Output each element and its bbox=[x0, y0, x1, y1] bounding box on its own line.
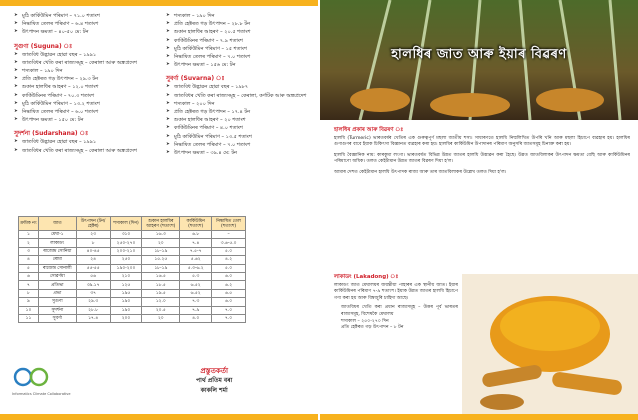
table-cell: ৫.৬২ bbox=[180, 256, 212, 264]
top-accent-bar bbox=[0, 0, 318, 6]
table-cell: ৫৫-৫৫ bbox=[76, 264, 110, 272]
list-item: ➤ নিষ্কাষিত তেলৰ পৰিমাণ – ৭.০ শতাংশ bbox=[166, 141, 311, 149]
table-cell: ৬.৫২ bbox=[180, 281, 212, 289]
table-cell: ৯ bbox=[19, 298, 39, 306]
suvarna-heading: সুবৰ্ণা (Suvarna) ঃ bbox=[166, 75, 225, 83]
left-panel bbox=[0, 0, 318, 420]
right-panel bbox=[320, 0, 638, 420]
lakadong-section bbox=[334, 274, 458, 332]
intro-paragraph: হালধি বৈজ্ঞানিক নাম: কাৰকুমা লংগা। ভাৰতবৰ্ষত বিভিন্ন উন্নত জাতৰ হালধি উদ্ভাৱন কৰা হৈছে। উন্নত জাতবিলাকৰ উৎপাদন ক্ষমতা বেছি আৰু কাৰ্কিউমিনৰ পৰিমাণো অধিক। তলত কেইটামান উন্নত জাতৰ বিৱৰণ দিয়া হ'ল। bbox=[334, 152, 630, 165]
suguna-heading: সুগুণা (Suguna) ঃ bbox=[14, 42, 73, 50]
prepared-by-heading: প্ৰস্তুতকৰ্তা bbox=[200, 367, 229, 375]
list-item: ➤ জাতবিধৰ খেতি কৰা ৰাজ্যসমূহ – কেৰালা আৰু অন্ধ্ৰপ্ৰদেশ bbox=[14, 147, 159, 155]
list-item: ➤ নিষ্কাষিত তেলৰ পৰিমাণ – ৭.০ শতাংশ bbox=[166, 53, 311, 61]
table-row bbox=[19, 239, 246, 247]
sudarshana-heading: সুদৰ্শনা (Sudarshana) ঃ bbox=[14, 130, 89, 138]
table-cell: ১৯০-২০০ bbox=[110, 264, 142, 272]
table-row bbox=[19, 281, 246, 289]
icco-logo bbox=[12, 366, 132, 406]
table-cell: ১৬.৫ bbox=[142, 272, 180, 280]
left-column-2 bbox=[166, 12, 311, 157]
table-cell: ৫.৩-৬.২ bbox=[180, 264, 212, 272]
table-cell: ১৯৫ bbox=[110, 289, 142, 297]
hero-title: হালধিৰ জাত আৰু ইয়াৰ বিৱৰণ bbox=[391, 47, 567, 62]
table-cell: ১২.০ bbox=[142, 298, 180, 306]
lakadong-text: লাকাডং জাত মেঘালয়ৰ জয়ন্তীয়া পাহাৰৰ এক স্থানীয় জাত। ইয়াৰ কাৰ্কিউমিনৰ পৰিমাণ ৭-৯ শতাংশ। ইয়াক উন্নত জাতৰ হালধি হিচাপে গণ্য কৰা হয় আৰু বিশ্বজুৰি চাহিদা আছে। bbox=[334, 282, 458, 301]
table-cell: ৰোমা bbox=[38, 256, 76, 264]
list-item: ➤ শস্যকাল – ১৯০ দিন bbox=[166, 12, 311, 20]
table-cell: ৭ bbox=[19, 281, 39, 289]
list-item: ➤ শস্যকাল – ১৯০ দিন bbox=[14, 67, 159, 75]
table-cell: ৪০-৪৫ bbox=[76, 247, 110, 255]
table-cell: ২ bbox=[19, 239, 39, 247]
table-cell: ৫.০ bbox=[212, 247, 246, 255]
table-header: ক্ৰমিক নং bbox=[19, 217, 39, 231]
table-cell: ১১ bbox=[19, 314, 39, 322]
table-cell: লাকাডং bbox=[38, 239, 76, 247]
table-cell: ৬.০ bbox=[212, 272, 246, 280]
intro-paragraph: আমাৰ দেশত কেইটামান হালধি উৎপাদক ৰাজ্য আৰু তাৰ জাতবিলাকৰ উল্লেখ তলত দিয়া হ'ল। bbox=[334, 169, 507, 175]
table-cell: ১০ bbox=[19, 306, 39, 314]
table-cell: প্ৰতিভা bbox=[38, 281, 76, 289]
list-item: ➤ শুকান হালধিৰ আহৰণ – ২০ শতাংশ bbox=[166, 116, 311, 124]
table-cell: ৰাজেন্দ্ৰ সোনালী bbox=[38, 264, 76, 272]
table-row bbox=[19, 256, 246, 264]
table-cell: সুগুণা bbox=[38, 298, 76, 306]
table-cell: ৩ bbox=[19, 247, 39, 255]
turmeric-powder-photo bbox=[462, 274, 638, 414]
list-item: ➤ উৎপাদন ক্ষমতা – ৪০-৫০ মে: টন bbox=[14, 28, 159, 36]
table-row bbox=[19, 272, 246, 280]
table-cell: ২৯.৩ bbox=[76, 298, 110, 306]
table-cell: – bbox=[212, 231, 246, 239]
intro-paragraph: হালধি (Turmeric) ভাৰতবৰ্ষৰ খেতিৰ এক গুৰুত্বপূৰ্ণ মছলা জাতীয় শস্য। সাধাৰণতে হালধি নিম্মলিখিত উপৰি খনি আৰু মছলা হিচাপে ব্যৱহাৰ হয়। হালধিৰ গুণাগুণৰ বাবে ইয়াক চিকিৎসা বিজ্ঞানত ব্যৱহাৰ কৰা হয়। হালধিৰ কাৰ্কিউমিন উপাদানৰ পৰিমাণ অনুসৰি জাতসমূহ চিনাক্ত কৰা হয়। bbox=[334, 135, 630, 148]
list-item: ➤ নিষ্কাষিত তেলৰ পৰিমাণ – ৬.৪ শতাংশ bbox=[14, 20, 159, 28]
bottom-accent-bar bbox=[0, 414, 318, 420]
table-cell: ১৮.৫ bbox=[142, 281, 180, 289]
lakadong-heading: লাকাডং (Lakadong) ঃ bbox=[334, 274, 399, 280]
list-item: ➤ মুঠি কাৰ্কিউমিন পৰিমাণ – ৭১.০ শতাংশ bbox=[14, 12, 159, 20]
table-cell: ২০০ bbox=[110, 314, 142, 322]
table-cell: ৪.০ bbox=[180, 314, 212, 322]
table-cell: ৭.০ bbox=[212, 314, 246, 322]
table-cell: ৫৬ bbox=[76, 272, 110, 280]
list-item: জাতবিধৰ খেতি কৰা প্ৰধান ৰাজ্যসমূহ – উত্তৰ পূৰ্ব ভাৰতৰ ৰাজ্যসমূহ, বিশেষকৈ মেঘালয় bbox=[341, 305, 458, 317]
table-cell: প্ৰভা bbox=[38, 289, 76, 297]
list-item: ➤ মুঠি কাৰ্কিউমিন পৰিমাণ – ১৩.২ শতাংশ bbox=[14, 100, 159, 108]
prepared-by bbox=[196, 366, 232, 396]
table-cell: সুবৰ্ণা bbox=[38, 314, 76, 322]
table-cell: ১৬.৩ bbox=[142, 231, 180, 239]
table-cell: ২০ bbox=[142, 314, 180, 322]
table-cell: ২৫০-২৭০ bbox=[110, 239, 142, 247]
list-item: ➤ শস্যকাল – ২০০ দিন bbox=[166, 100, 311, 108]
table-cell: ২০ bbox=[142, 239, 180, 247]
table-cell: ১ bbox=[19, 231, 39, 239]
table-cell: ২০.৫ bbox=[142, 306, 180, 314]
turmeric-plant-photo bbox=[320, 0, 638, 120]
list-item: ➤ জাতবিধৰ খেতি কৰা ৰাজ্যসমূহ – কেৰালা আৰু অন্ধ্ৰপ্ৰদেশ bbox=[14, 59, 159, 67]
table-cell: ৪.২ bbox=[212, 256, 246, 264]
table-cell: ৫.৩ bbox=[180, 272, 212, 280]
table-cell: ৭.৪ bbox=[180, 239, 212, 247]
list-item: ➤ জাতবিধ উদ্ভাৱন হোৱা বছৰ – ১৯৯১ bbox=[14, 138, 159, 146]
author-name: পাৰ্থ প্ৰতিম বৰা bbox=[196, 377, 233, 384]
table-cell: ৩১০ bbox=[110, 231, 142, 239]
list-item: ➤ জাতবিধৰ খেতি কৰা ৰাজ্যসমূহ – কেৰালা, কৰ্ণাটক আৰু অন্ধ্ৰপ্ৰদেশ bbox=[166, 92, 311, 100]
table-cell: ৫.০ bbox=[212, 264, 246, 272]
table-cell: ১৯০ bbox=[110, 298, 142, 306]
list-item: ➤ জাতবিধ উদ্ভাৱন হোৱা বছৰ – ১৯৯১ bbox=[14, 51, 159, 59]
list-item: প্ৰতি হেক্টৰত গড় উৎপাদন – ৮ টন bbox=[341, 325, 404, 331]
table-row bbox=[19, 247, 246, 255]
table-cell: ১৫.২৫ bbox=[142, 256, 180, 264]
list-item: ➤ শুকান হালধিৰ আহৰণ – ১২.০ শতাংশ bbox=[14, 83, 159, 91]
author-name: কাকলি শৰ্মা bbox=[200, 387, 228, 394]
table-cell: ২৮.৮ bbox=[76, 306, 110, 314]
left-column-1 bbox=[14, 12, 159, 155]
table-header: উৎপাদন (টন/হেক্টৰ) bbox=[76, 217, 110, 231]
table-cell: ২৪ bbox=[76, 256, 110, 264]
table-row bbox=[19, 231, 246, 239]
table-cell: ৭.৯ bbox=[180, 306, 212, 314]
table-cell: ৩.৬-৫.০ bbox=[212, 239, 246, 247]
table-cell: মেঘা-১ bbox=[38, 231, 76, 239]
table-header: কাৰ্কিউমিন (শতাংশ) bbox=[180, 217, 212, 231]
list-item: ➤ কাৰ্কিউমিনৰ পৰিমাণ – ৪.০ শতাংশ bbox=[166, 124, 311, 132]
intro-section bbox=[334, 127, 630, 177]
table-cell: ১২৫ bbox=[110, 281, 142, 289]
list-item: ➤ মুঠি কাৰ্কিউমিন পৰিমাণ – ১৫ শতাংশ bbox=[166, 45, 311, 53]
table-cell: ১৮-১৯ bbox=[142, 264, 180, 272]
list-item: ➤ নিষ্কাষিত তেলৰ পৰিমাণ – ৬.০ শতাংশ bbox=[14, 108, 159, 116]
table-cell: সোৱৰ্ণমা bbox=[38, 272, 76, 280]
table-cell: ৭.৫-৭ bbox=[180, 247, 212, 255]
table-header-row bbox=[19, 217, 246, 231]
table-cell: ৩৭ bbox=[76, 289, 110, 297]
table-cell: ৬.৫ bbox=[212, 289, 246, 297]
table-row bbox=[19, 298, 246, 306]
table-row bbox=[19, 306, 246, 314]
table-cell: ৭.০ bbox=[212, 306, 246, 314]
list-item: ➤ কাৰ্কিউমিনৰ পৰিমাণ – ৭.৯ শতাংশ bbox=[166, 37, 311, 45]
list-item: ➤ প্ৰতি হেক্টৰত গড় উৎপাদন – ২৯.৩ টন bbox=[14, 75, 159, 83]
table-cell: ৫ bbox=[19, 264, 39, 272]
table-cell: ৬ bbox=[19, 272, 39, 280]
table-cell: ২১০ bbox=[110, 272, 142, 280]
table-cell: ৬.৮ bbox=[180, 231, 212, 239]
list-item: ➤ উৎপাদন ক্ষমতা – ১৫৬ মে: টন bbox=[166, 61, 311, 69]
intro-heading: হালধিৰ প্ৰকাৰ আৰু বিৱৰণ ঃ bbox=[334, 127, 404, 133]
table-row bbox=[19, 264, 246, 272]
turmeric-image bbox=[462, 274, 638, 414]
varieties-table bbox=[18, 216, 246, 323]
table-cell: ৮ bbox=[76, 239, 110, 247]
table-header: জাত bbox=[38, 217, 76, 231]
table-cell: ৬.২ bbox=[212, 281, 246, 289]
list-item: ➤ শুকান হালধিৰ আহৰণ – ২০.৫ শতাংশ bbox=[166, 28, 311, 36]
table-cell: ২০০-২১০ bbox=[110, 247, 142, 255]
table-cell: ১৯০ bbox=[110, 306, 142, 314]
table-cell: ৩৯.১৭ bbox=[76, 281, 110, 289]
table-row bbox=[19, 314, 246, 322]
table-cell: ১৭.৪ bbox=[76, 314, 110, 322]
list-item: শস্যকাল – ২৫০-২৭০ দিন bbox=[341, 318, 389, 324]
list-item: ➤ উৎপাদন ক্ষমতা – ১৫০ মে: টন bbox=[14, 116, 159, 124]
list-item: ➤ মুঠি কাৰ্কিউমিন পৰিমাণ – ১৩.৫ শতাংশ bbox=[166, 133, 311, 141]
list-item: ➤ উৎপাদন ক্ষমতা – ৩৯.৪ মে: টন bbox=[166, 149, 311, 157]
logo-subtitle: Informatics Climate Collaborative bbox=[12, 392, 71, 396]
bottom-accent-bar bbox=[320, 414, 638, 420]
table-row bbox=[19, 289, 246, 297]
table-cell: ৰাজেন্দ্ৰ সোনিয়া bbox=[38, 247, 76, 255]
table-cell: ২৫০ bbox=[110, 256, 142, 264]
table-cell: সুদৰ্শনা bbox=[38, 306, 76, 314]
table-cell: ৬.৫২ bbox=[180, 289, 212, 297]
table-cell: ২৩ bbox=[76, 231, 110, 239]
table-header: শুকান হালধিৰ আহৰণ (শতাংশ) bbox=[142, 217, 180, 231]
table-header: শস্যকাল (দিন) bbox=[110, 217, 142, 231]
table-cell: ৮ bbox=[19, 289, 39, 297]
list-item: ➤ প্ৰতি হেক্টৰত গড় উৎপাদন – ১৭.৪ টন bbox=[166, 108, 311, 116]
list-item: ➤ প্ৰতি হেক্টৰত গড় উৎপাদন – ২৮.৮ টন bbox=[166, 20, 311, 28]
table-cell: ১৯.৫ bbox=[142, 289, 180, 297]
list-item: ➤ জাতবিধ উদ্ভাৱন হোৱা বছৰ – ১৯৮৭ bbox=[166, 83, 311, 91]
table-cell: ৭.৩ bbox=[180, 298, 212, 306]
table-cell: ৬.০ bbox=[212, 298, 246, 306]
table-header: নিষ্কাষিত তেল (শতাংশ) bbox=[212, 217, 246, 231]
table-cell: ৪ bbox=[19, 256, 39, 264]
table-cell: ১৮-১৯ bbox=[142, 247, 180, 255]
list-item: ➤ কাৰ্কিউমিনৰ পৰিমাণ – ৭০.৩ শতাংশ bbox=[14, 92, 159, 100]
